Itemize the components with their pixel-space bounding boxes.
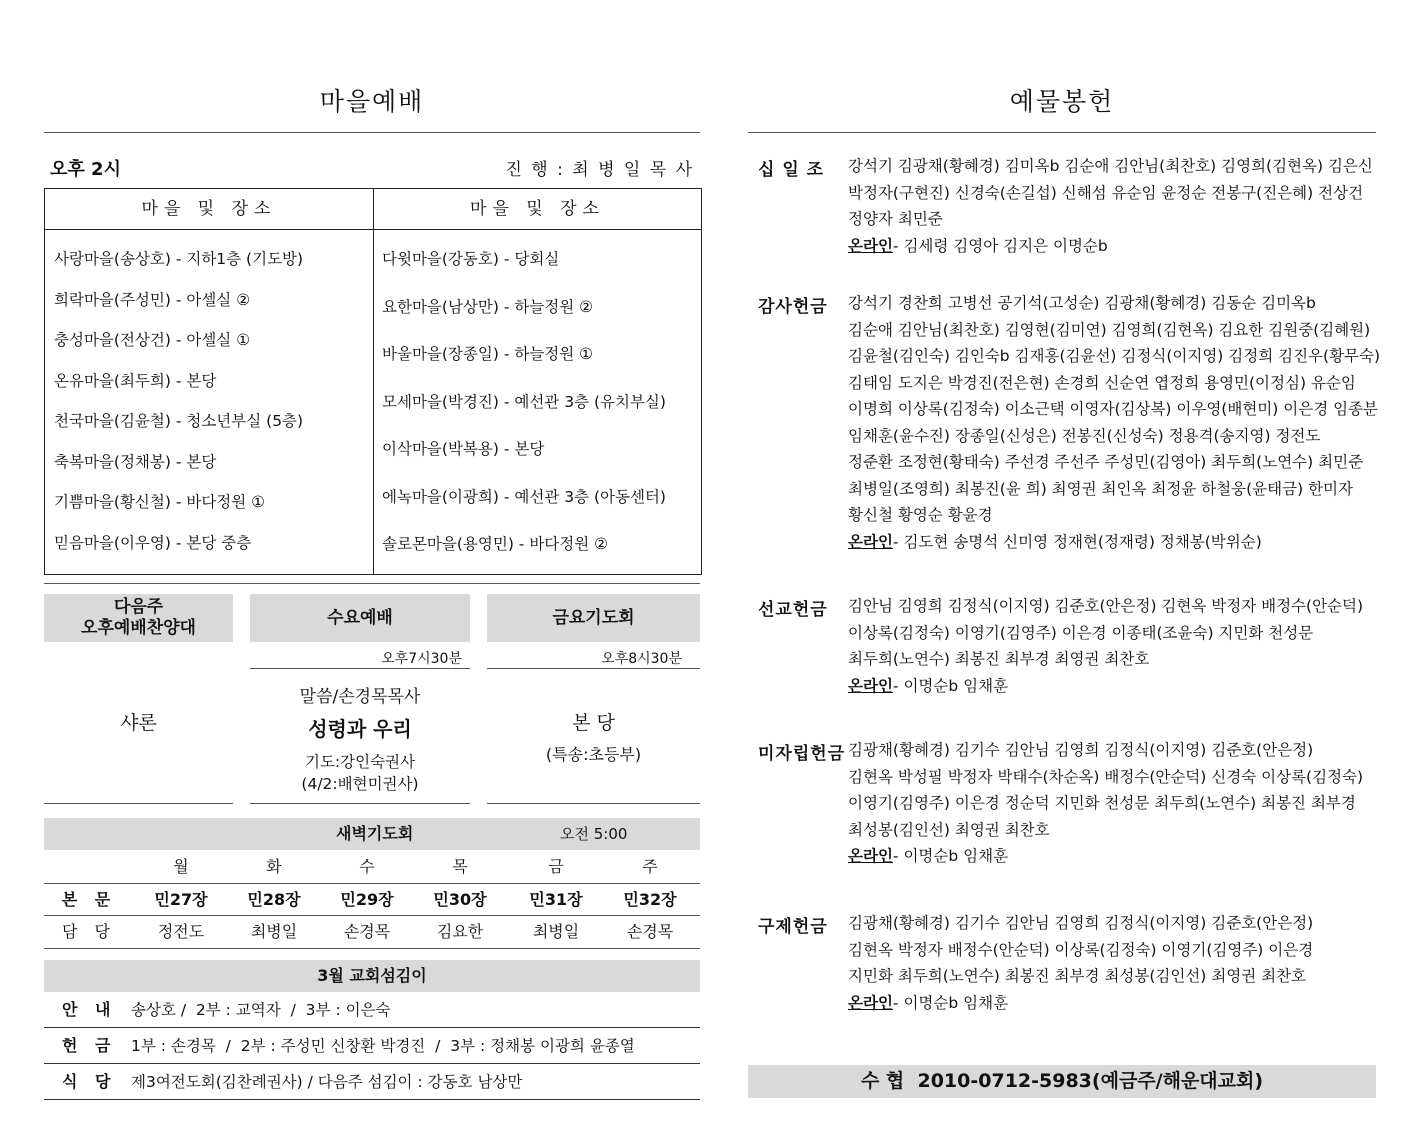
sermon-title: 성령과 우리 <box>308 717 412 741</box>
friday-bottom-rule <box>487 803 700 804</box>
offering-names <box>848 737 1378 870</box>
dawn-header <box>44 818 700 850</box>
choir-title-line1: 다음주 <box>113 597 164 617</box>
section-divider <box>44 583 700 584</box>
dawn-charge-label: 담 당 <box>62 922 116 941</box>
offering-line: 김현옥 박성필 박정자 박태수(차순옥) 배정수(안순덕) 신경숙 이상록(김정숙) <box>848 767 1364 786</box>
offering-line: 김광채(황혜경) 김기수 김안님 김영희 김정식(이지영) 김준호(안은정) <box>848 741 1314 759</box>
serving-row <box>44 993 700 1028</box>
wednesday-time: 오후7시30분 <box>381 651 462 667</box>
offering-line: 김광채(황혜경) 김기수 김안님 김영희 김정식(이지영) 김준호(안은정) <box>848 914 1314 932</box>
offering-line: 정양자 최민준 <box>848 210 943 228</box>
online-names: - 이명순b 임채훈 <box>892 676 1009 695</box>
dawn-charge: 최병일 <box>250 922 298 941</box>
offering-line: 최병일(조영희) 최봉진(윤 희) 최영권 최인옥 최정윤 하철웅(윤태금) 한미자 <box>848 479 1353 498</box>
village-item: 바울마을(장종일) - 하늘정원 ① <box>382 345 594 363</box>
offering-label: 선교헌금 <box>758 600 828 620</box>
choir-header <box>44 594 233 642</box>
village-item: 믿음마을(이우영) - 본당 중층 <box>54 533 252 552</box>
friday-special: (특송:초등부) <box>545 745 642 764</box>
wednesday-prayer: 기도:강인숙권사 <box>304 753 416 771</box>
dawn-bottom-rule <box>44 948 700 949</box>
village-item: 에녹마을(이광희) - 예선관 3층 (아동센터) <box>382 487 666 506</box>
online-line <box>848 673 1378 700</box>
dawn-day: 월 <box>173 857 189 876</box>
table-divider <box>373 189 374 574</box>
offering-label: 감사헌금 <box>758 297 828 317</box>
offering-line: 지민화 최두희(노연수) 최봉진 최부경 최성봉(김인선) 최영권 최찬호 <box>848 967 1307 985</box>
village-worship-title: 마을예배 <box>319 87 425 116</box>
village-item: 기쁨마을(황신철) - 바다정원 ① <box>54 493 266 511</box>
serving-row <box>44 1065 700 1100</box>
wednesday-time-rule <box>250 668 470 669</box>
serving-text: 제3여전도회(김찬례권사) / 다음주 섬김이 : 강동호 남상만 <box>131 1073 523 1091</box>
offering-title-divider <box>748 132 1376 133</box>
choir-title-line2: 오후예배찬양대 <box>81 618 196 638</box>
dawn-day: 화 <box>266 857 282 876</box>
online-label: 온라인 <box>848 236 893 255</box>
friday-time: 오후8시30분 <box>601 651 682 667</box>
worship-time: 오후 2시 <box>50 159 121 180</box>
dawn-day: 목 <box>452 857 468 876</box>
offering-line: 김순애 김안님(최찬호) 김영현(김미연) 김영희(김현옥) 김요한 김원중(김혜원) <box>848 320 1371 339</box>
offering-names <box>848 593 1378 699</box>
serving-text: 송상호 / 2부 : 교역자 / 3부 : 이은숙 <box>131 1001 391 1019</box>
wednesday-header: 수요예배 <box>250 594 470 642</box>
offering-line: 이상록(김정숙) 이영기(김영주) 이은경 이종태(조윤숙) 지민화 천성문 <box>848 623 1314 642</box>
village-item: 사랑마을(송상호) - 지하1층 (기도방) <box>54 250 304 268</box>
serving-row <box>44 1029 700 1064</box>
dawn-charges-row <box>44 916 700 948</box>
dawn-text: 민32장 <box>623 890 677 909</box>
dawn-time: 오전 5:00 <box>560 825 628 843</box>
dawn-text: 민27장 <box>154 890 208 909</box>
village-item: 희락마을(주성민) - 아셀실 ② <box>54 290 251 309</box>
village-item: 천국마을(김윤철) - 청소년부실 (5층) <box>54 412 304 430</box>
online-label: 온라인 <box>848 532 893 551</box>
offering-line: 김안님 김영희 김정식(이지영) 김준호(안은정) 김현옥 박정자 배정수(안순덕) <box>848 597 1364 615</box>
serving-header: 3월 교회섬김이 <box>44 960 700 992</box>
offering-line: 김현옥 박정자 배정수(안순덕) 이상록(김정숙) 이영기(김영주) 이은경 <box>848 940 1314 959</box>
dawn-text: 민31장 <box>529 890 583 909</box>
offering-names <box>848 290 1381 555</box>
offering-line: 김태임 도지은 박경진(전은현) 손경희 신순연 엽정희 용영민(이정심) 유순임 <box>848 373 1356 392</box>
wednesday-bottom-rule <box>250 803 470 804</box>
serving-label: 헌 금 <box>62 1036 117 1055</box>
offering-names <box>848 910 1378 1016</box>
friday-place: 본 당 <box>572 712 615 734</box>
dawn-days-row <box>44 851 700 883</box>
village-table <box>44 188 702 575</box>
village-item: 축복마을(정채봉) - 본당 <box>54 452 217 471</box>
offering-line: 황신철 황영순 황윤경 <box>848 506 993 524</box>
dawn-charge: 손경목 <box>626 922 674 941</box>
online-label: 온라인 <box>848 993 893 1012</box>
dawn-charge: 손경목 <box>343 922 391 941</box>
offering-line: 이명희 이상록(김정숙) 이소근택 이영자(김상복) 이우영(배현미) 이은경 임종분 <box>848 400 1379 418</box>
dawn-texts-row <box>44 884 700 916</box>
choir-name: 샤론 <box>120 712 157 734</box>
serving-label: 안 내 <box>62 1000 117 1019</box>
village-item: 솔로몬마을(용영민) - 바다정원 ② <box>382 535 609 553</box>
offering-label: 구제헌금 <box>758 917 828 937</box>
dawn-text: 민28장 <box>247 890 301 909</box>
bank-account: 수 협 2010-0712-5983(예금주/해운대교회) <box>748 1065 1376 1098</box>
online-label: 온라인 <box>848 847 893 865</box>
dawn-text: 민30장 <box>433 890 487 909</box>
dawn-text: 민29장 <box>340 890 394 909</box>
village-item: 다윗마을(강동호) - 당회실 <box>382 250 560 268</box>
online-line <box>848 843 1378 870</box>
village-item: 충성마을(전상건) - 아셀실 ① <box>54 331 251 349</box>
online-names: - 이명순b 임채훈 <box>892 993 1009 1012</box>
offering-label: 십 일 조 <box>758 160 825 180</box>
offering-names <box>848 153 1378 259</box>
title-divider <box>44 132 700 133</box>
wednesday-speaker: 말씀/손경목목사 <box>299 687 421 707</box>
online-line <box>848 233 1378 260</box>
friday-header: 금요기도회 <box>487 594 700 642</box>
offering-line: 강석기 김광채(황혜경) 김미옥b 김순애 김안님(최찬호) 김영희(김현옥) 김은신 <box>848 157 1373 175</box>
dawn-charge: 최병일 <box>532 922 580 941</box>
village-item: 모세마을(박경진) - 예선관 3층 (유치부실) <box>382 392 666 411</box>
serving-text: 1부 : 손경목 / 2부 : 주성민 신창환 박경진 / 3부 : 정채봉 이광희 윤종열 <box>131 1037 635 1055</box>
wednesday-prayer-next: (4/2:배현미권사) <box>301 775 419 793</box>
choir-bottom-rule <box>44 803 233 804</box>
online-names: - 김세령 김영아 김지은 이명순b <box>892 236 1108 255</box>
offering-line: 임채훈(윤수진) 장종일(신성은) 전봉진(신성숙) 정용격(송지영) 정전도 <box>848 426 1321 445</box>
offering-title: 예물봉헌 <box>1009 87 1115 116</box>
worship-leader: 진 행 : 최 병 일 목 사 <box>505 160 694 180</box>
column-header-left: 마을 및 장소 <box>45 189 373 230</box>
online-label: 온라인 <box>848 676 893 695</box>
dawn-day: 주 <box>642 857 658 876</box>
village-item: 요한마을(남상만) - 하늘정원 ② <box>382 297 594 316</box>
dawn-day: 수 <box>359 857 375 876</box>
offering-line: 최두희(노연수) 최봉진 최부경 최영권 최찬호 <box>848 650 1150 668</box>
serving-label: 식 당 <box>62 1072 117 1091</box>
village-item: 온유마을(최두희) - 본당 <box>54 371 217 390</box>
offering-line: 정준환 조정현(황태숙) 주선경 주선주 주성민(김영아) 최두희(노연수) 최민준 <box>848 453 1364 471</box>
offering-line: 최성봉(김인선) 최영권 최찬호 <box>848 820 1050 839</box>
dawn-day: 금 <box>548 857 564 876</box>
friday-time-rule <box>487 668 700 669</box>
offering-label: 미자립헌금 <box>758 744 846 764</box>
dawn-charge: 김요한 <box>436 922 484 941</box>
column-header-right: 마을 및 장소 <box>374 189 701 230</box>
online-names: - 김도현 송명석 신미영 정재현(정재령) 정채봉(박위순) <box>892 532 1262 551</box>
village-item: 이삭마을(박복용) - 본당 <box>382 440 545 458</box>
offering-line: 박정자(구현진) 신경숙(손길섭) 신해섬 유순임 윤정순 전봉구(진은혜) 전상건 <box>848 183 1364 202</box>
dawn-text-label: 본 문 <box>61 890 117 909</box>
offering-line: 김윤철(김인숙) 김인숙b 김재홍(김윤선) 김정식(이지영) 김정희 김진우(황무숙) <box>848 347 1381 365</box>
online-line <box>848 990 1378 1017</box>
offering-line: 강석기 경찬희 고병선 공기석(고성순) 김광채(황혜경) 김동순 김미옥b <box>848 294 1316 312</box>
dawn-charge: 정전도 <box>157 922 205 941</box>
online-line <box>848 529 1378 556</box>
online-names: - 이명순b 임채훈 <box>892 847 1009 865</box>
dawn-title: 새벽기도회 <box>336 824 414 843</box>
offering-line: 이영기(김영주) 이은경 정순덕 지민화 천성문 최두희(노연수) 최봉진 최부경 <box>848 794 1356 812</box>
